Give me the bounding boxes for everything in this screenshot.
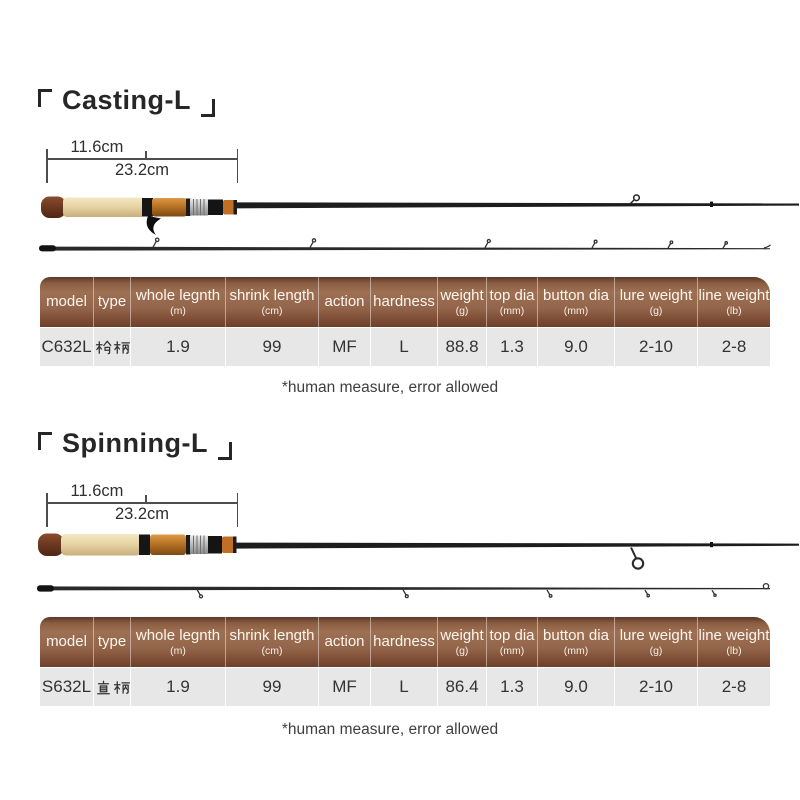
header-cell-type: type: [94, 617, 131, 667]
cork-grip: [61, 534, 141, 556]
cjk-char-bing: [113, 339, 130, 356]
header-cell-model: model: [40, 277, 94, 327]
spec-table-header: [40, 617, 770, 667]
header-cell-whole-length: whole legnth (m): [131, 617, 226, 667]
value-whole-length: 1.9: [131, 668, 226, 706]
value-weight: 88.8: [438, 328, 487, 366]
header-cell-button-dia: button dia (mm): [538, 617, 615, 667]
metal-ring: [190, 199, 208, 216]
corner-bracket-open-icon: [38, 432, 52, 450]
butt-cap: [38, 534, 64, 557]
measure-tick-middle: [145, 495, 147, 503]
value-action: MF: [319, 668, 371, 706]
half-length-label: 11.6cm: [70, 138, 124, 156]
header-cell-lure-weight: lure weight (g): [615, 277, 698, 327]
rod-tip-piece: [37, 584, 770, 598]
value-model: C632L: [40, 328, 94, 366]
value-weight: 86.4: [438, 668, 487, 706]
spec-table-row: [40, 668, 770, 706]
tip-guides: [197, 589, 716, 598]
header-cell-lure-weight: lure weight (g): [615, 617, 698, 667]
value-button-dia: 9.0: [538, 668, 615, 706]
trigger-hook: [147, 216, 161, 235]
spinning-rod-image: [0, 520, 800, 600]
wood-reel-seat: [152, 198, 187, 217]
header-cell-hardness: hardness: [371, 617, 438, 667]
value-shrink-length: 99: [226, 668, 319, 706]
value-action: MF: [319, 328, 371, 366]
header-cell-line-weight: line weight (lb): [698, 287, 770, 317]
header-cell-action: action: [319, 277, 371, 327]
value-shrink-length: 99: [226, 328, 319, 366]
value-lure-weight: 2-10: [615, 668, 698, 706]
rod-blank: [234, 543, 799, 549]
cjk-char-qiang: [95, 339, 112, 356]
measure-line: [46, 502, 238, 504]
value-lure-weight: 2-10: [615, 328, 698, 366]
header-cell-button-dia: button dia (mm): [538, 277, 615, 327]
rod-blank: [234, 202, 799, 208]
spec-table-header: [40, 277, 770, 327]
wood-reel-seat: [150, 535, 186, 556]
header-cell-action: action: [319, 617, 371, 667]
value-line-weight: 2-8: [721, 677, 747, 696]
header-cell-hardness: hardness: [371, 277, 438, 327]
handle-measurement-casting: [46, 138, 238, 188]
tip-guides: [153, 238, 727, 248]
value-top-dia: 1.3: [487, 668, 538, 706]
section-title-casting: [38, 86, 215, 117]
value-hardness: L: [371, 328, 438, 366]
cjk-char-zhi: [95, 679, 112, 696]
value-hardness: L: [371, 668, 438, 706]
casting-rod-image: [0, 188, 800, 264]
footnote-spinning: *human measure, error allowed: [281, 721, 499, 738]
header-cell-shrink-length: shrink length (cm): [226, 617, 319, 667]
header-cell-whole-length: whole legnth (m): [131, 277, 226, 327]
header-cell-type: type: [94, 277, 131, 327]
butt-cap: [41, 197, 66, 219]
value-button-dia: 9.0: [538, 328, 615, 366]
value-type-cjk: [94, 668, 131, 706]
ferrule-mark: [710, 202, 713, 207]
header-cell-weight: weight (g): [438, 277, 487, 327]
corner-bracket-open-icon: [38, 89, 52, 107]
line-guide-icon: [631, 195, 640, 204]
half-length-label: 11.6cm: [70, 482, 124, 500]
section-title-text: Casting-L: [62, 85, 191, 115]
full-length-label: 23.2cm: [114, 161, 170, 179]
metal-ring: [190, 536, 208, 555]
value-model: S632L: [40, 668, 94, 706]
header-cell-top-dia: top dia (mm): [487, 617, 538, 667]
spec-table-row: [40, 328, 770, 366]
ferrule-mark: [710, 542, 713, 547]
header-cell-weight: weight (g): [438, 617, 487, 667]
line-guide-icon: [631, 548, 643, 569]
section-title-spinning: [38, 429, 232, 460]
value-top-dia: 1.3: [487, 328, 538, 366]
header-cell-top-dia: top dia (mm): [487, 277, 538, 327]
rod-upper-piece: [38, 534, 799, 569]
full-length-label: 23.2cm: [114, 505, 170, 523]
header-cell-shrink-length: shrink length (cm): [226, 277, 319, 327]
header-cell-line-weight: line weight (lb): [698, 627, 770, 657]
rod-tip-piece: [39, 238, 771, 251]
measure-tick-middle: [145, 151, 147, 159]
header-cell-model: model: [40, 617, 94, 667]
corner-bracket-close-icon: [201, 99, 215, 117]
spec-table-spinning: [40, 617, 770, 706]
rod-upper-piece: [41, 195, 799, 235]
value-type-cjk: [94, 328, 131, 366]
reel-seat-ring: [139, 535, 150, 556]
section-title-text: Spinning-L: [62, 428, 208, 458]
corner-bracket-close-icon: [218, 442, 232, 460]
spec-table-casting: [40, 277, 770, 366]
measure-line: [46, 158, 238, 160]
value-line-weight: 2-8: [721, 337, 747, 356]
footnote-casting: *human measure, error allowed: [281, 379, 499, 396]
value-whole-length: 1.9: [131, 328, 226, 366]
cjk-char-bing: [113, 679, 130, 696]
reel-seat-ring: [142, 198, 153, 217]
cork-grip: [63, 198, 145, 218]
